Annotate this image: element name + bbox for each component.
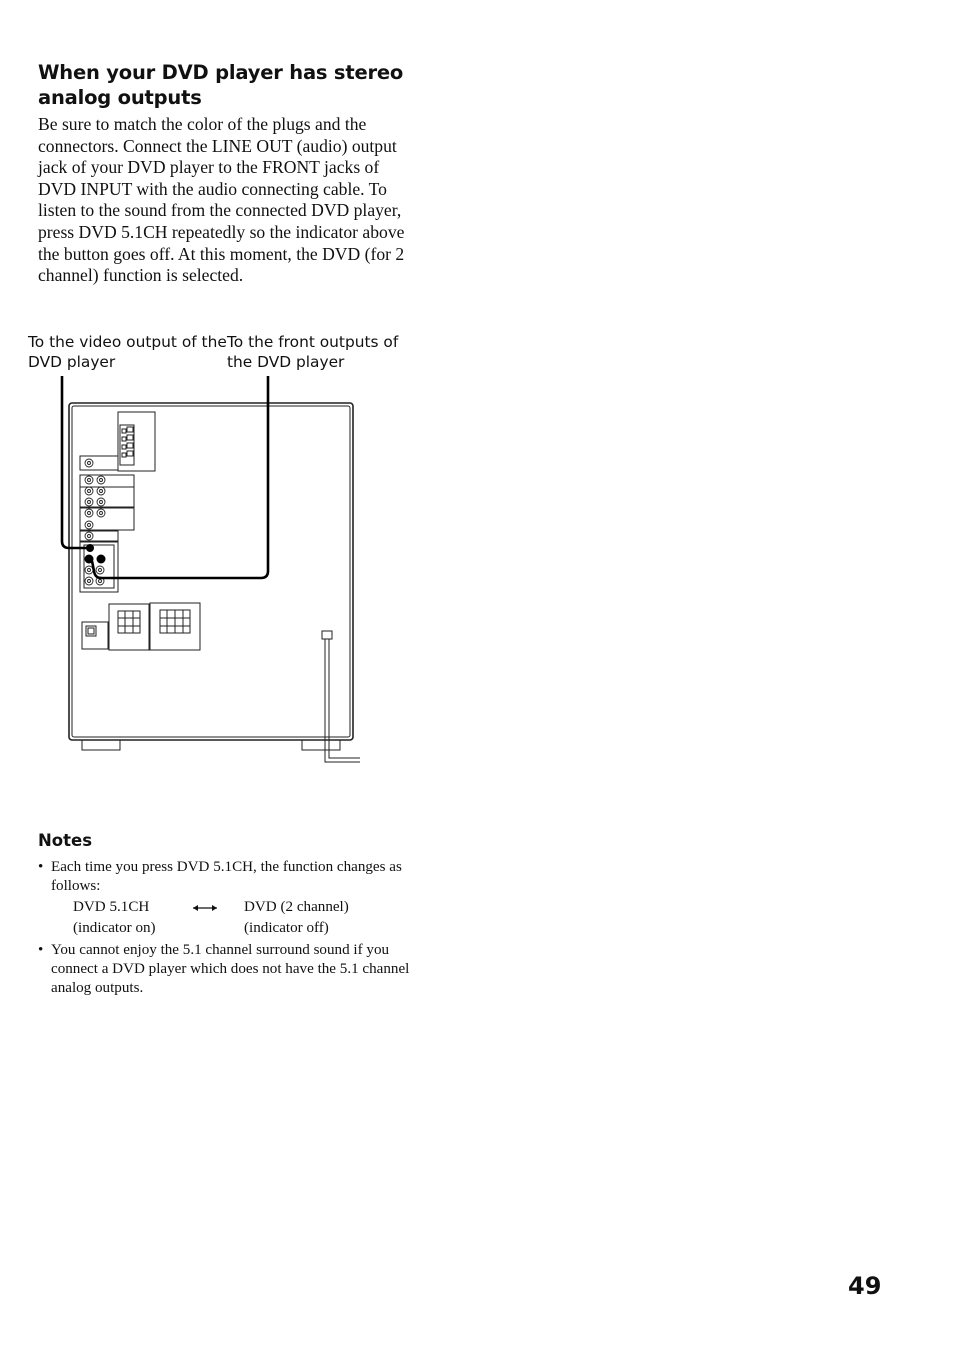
double-arrow-icon — [191, 901, 219, 915]
note-item — [38, 858, 410, 896]
bullet-icon: • — [38, 859, 44, 875]
mode-right-state: (indicator off) — [244, 920, 329, 936]
note-item — [38, 941, 410, 999]
mode-left-state: (indicator on) — [73, 920, 156, 936]
note-text: Each time you press DVD 5.1CH, the function changes as follows: — [51, 859, 402, 895]
mode-right-label: DVD (2 channel) — [244, 899, 349, 915]
page-number: 49 — [848, 1272, 882, 1300]
rear-panel-diagram — [0, 370, 400, 770]
bullet-icon: • — [38, 942, 44, 958]
callout-video-output: To the video output of the DVD player — [28, 333, 227, 371]
section-heading: When your DVD player has stereo analog outputs — [38, 61, 404, 109]
mode-left-label: DVD 5.1CH — [73, 899, 150, 915]
callout-front-outputs: To the front outputs of the DVD player — [227, 333, 399, 371]
note-text: You cannot enjoy the 5.1 channel surround sound if you connect a DVD player which does not have the 5.1 channel analog outputs. — [51, 942, 410, 997]
plug-icon — [85, 544, 106, 564]
notes-title: Notes — [38, 831, 93, 850]
rear-panel-illustration — [69, 403, 353, 750]
section-body-text: Be sure to match the color of the plugs and the connectors. Connect the LINE OUT (audio) output jack of your DVD player to the FRONT jacks of DVD INPUT with the audio connecting cable. To listen to the sound from the connected DVD player, press DVD 5.1CH repeatedly so the indicator above the button goes off. At this moment, the DVD (for 2 channel) function is selected. — [38, 114, 405, 286]
power-cord-icon — [322, 631, 360, 762]
